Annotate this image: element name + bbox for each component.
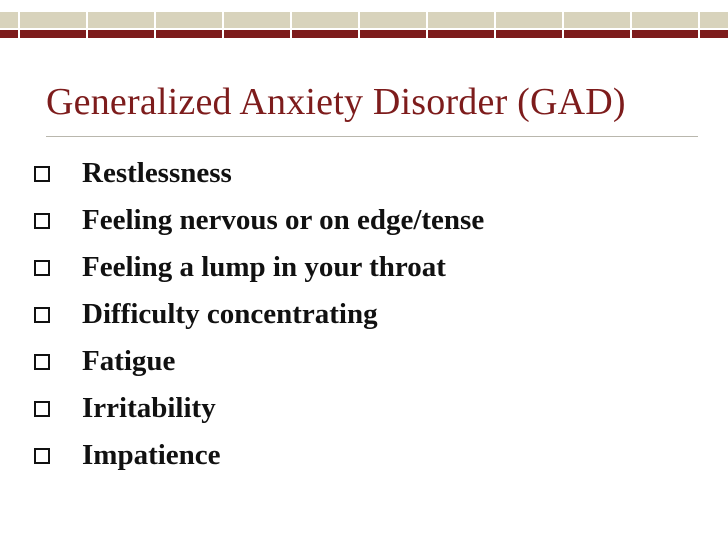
list-item (34, 150, 484, 197)
square-bullet-icon (34, 166, 50, 182)
bullet-list (34, 150, 484, 479)
bullet-text: Difficulty concentrating (82, 298, 378, 330)
slide-title: Generalized Anxiety Disorder (GAD) (46, 81, 626, 123)
bullet-text: Irritability (82, 392, 216, 424)
square-bullet-icon (34, 401, 50, 417)
bullet-text: Impatience (82, 439, 221, 471)
bullet-text: Fatigue (82, 345, 176, 377)
decorative-header-band (0, 0, 728, 44)
square-bullet-icon (34, 213, 50, 229)
title-divider (46, 136, 698, 137)
square-bullet-icon (34, 307, 50, 323)
list-item (34, 291, 484, 338)
square-bullet-icon (34, 354, 50, 370)
square-bullet-icon (34, 260, 50, 276)
header-stripe-light (0, 12, 728, 28)
list-item (34, 244, 484, 291)
list-item (34, 385, 484, 432)
list-item (34, 338, 484, 385)
bullet-text: Feeling a lump in your throat (82, 251, 446, 283)
list-item (34, 197, 484, 244)
header-stripe-dark (0, 30, 728, 38)
square-bullet-icon (34, 448, 50, 464)
bullet-text: Feeling nervous or on edge/tense (82, 204, 485, 236)
bullet-text: Restlessness (82, 157, 232, 189)
list-item (34, 432, 484, 479)
